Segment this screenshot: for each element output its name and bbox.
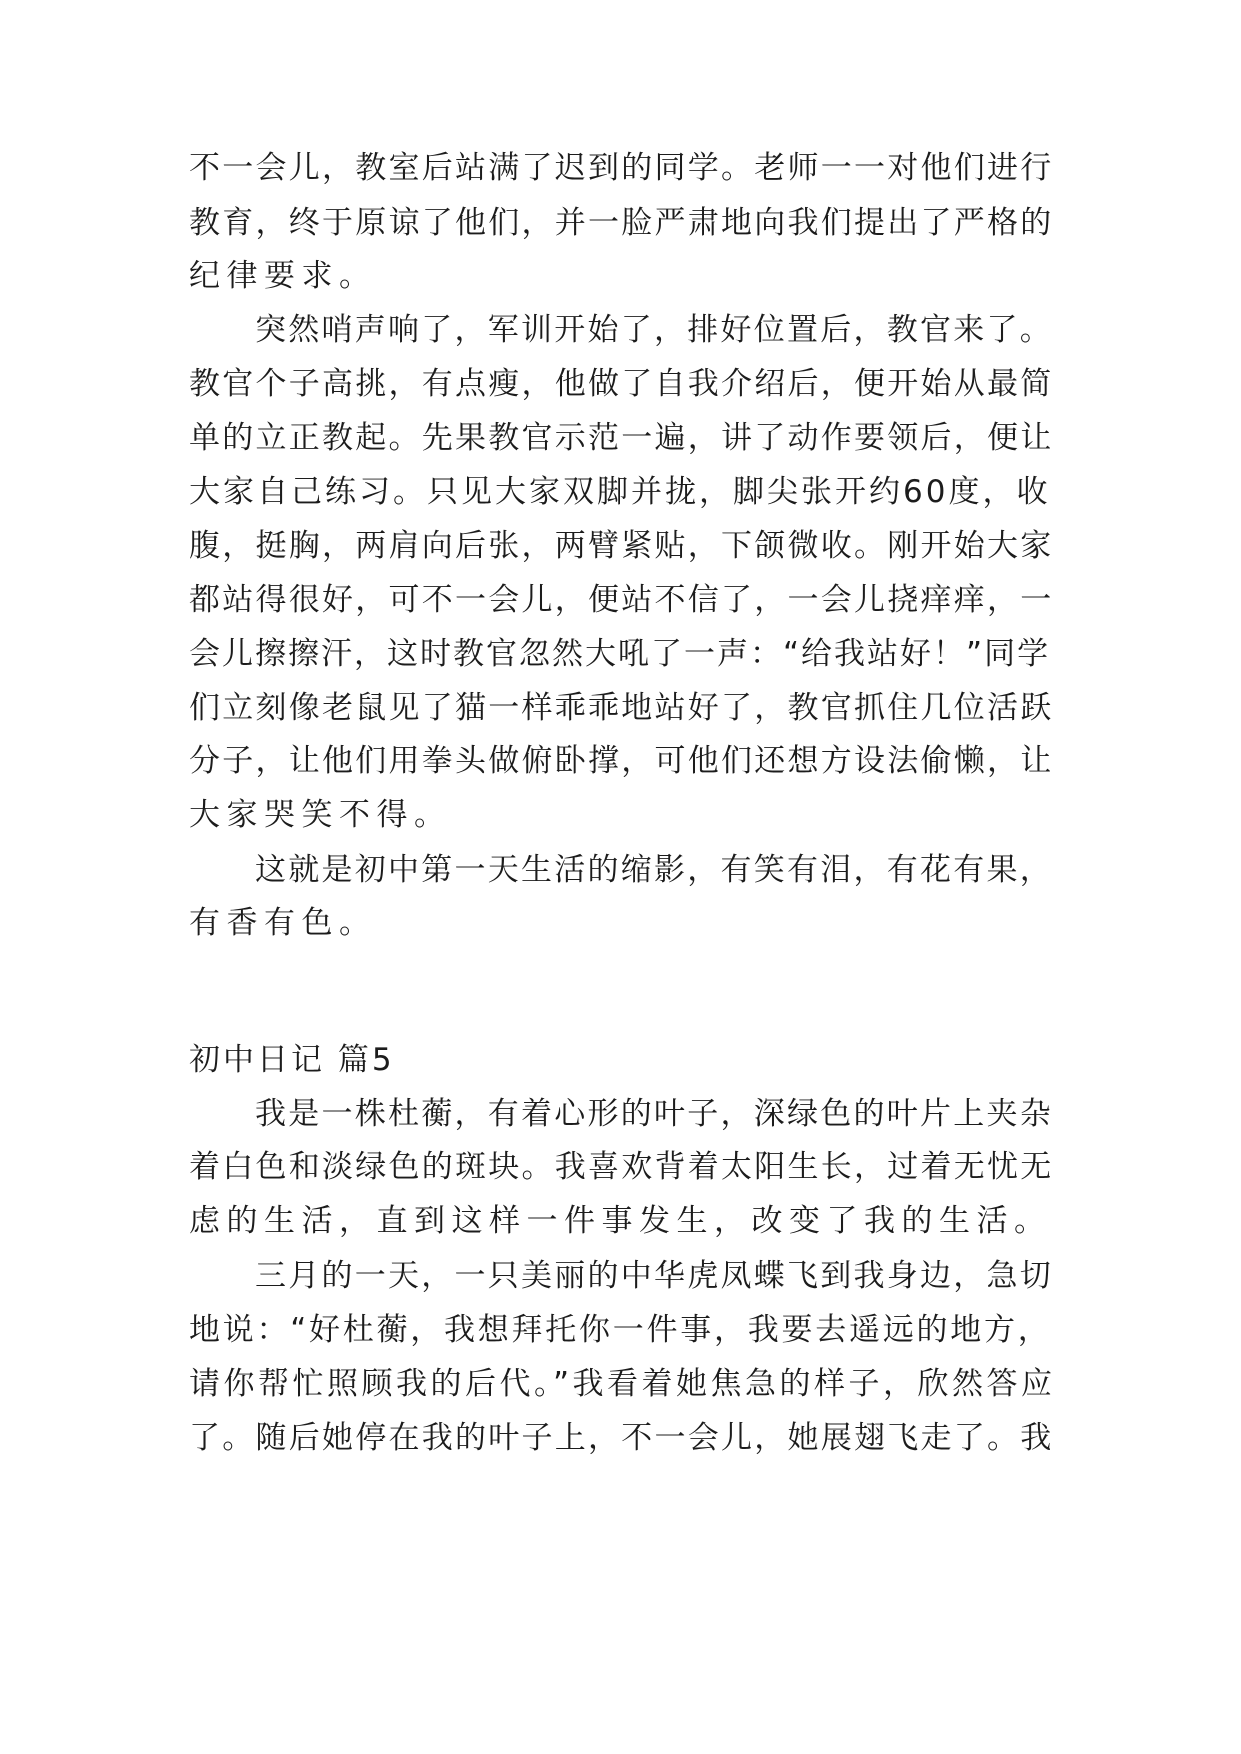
- text-line: 腹，挺胸，两肩向后张，两臂紧贴，下颌微收。刚开始大家: [189, 528, 1054, 564]
- text-line: 了。随后她停在我的叶子上，不一会儿，她展翅飞走了。我: [189, 1420, 1054, 1456]
- text-line: 有香有色。: [189, 905, 377, 941]
- text-line: 教官个子高挑，有点瘦，他做了自我介绍后，便开始从最简: [189, 366, 1054, 402]
- text-line: 分子，让他们用拳头做俯卧撑，可他们还想方设法偷懒，让: [189, 743, 1054, 779]
- text-line: 地说：“好杜蘅，我想拜托你一件事，我要去遥远的地方，: [189, 1312, 1052, 1348]
- paragraph-first-line: 突然哨声响了，军训开始了，排好位置后，教官来了。: [255, 312, 1053, 348]
- text-line: 虑的生活，直到这样一件事发生，改变了我的生活。: [189, 1203, 1052, 1239]
- paragraph-first-line: 三月的一天，一只美丽的中华虎凤蝶飞到我身边，急切: [255, 1258, 1053, 1294]
- paragraph-first-line: 这就是初中第一天生活的缩影，有笑有泪，有花有果，: [255, 852, 1053, 888]
- text-line: 不一会儿，教室后站满了迟到的同学。老师一一对他们进行: [189, 150, 1054, 186]
- text-line: 会儿擦擦汗，这时教官忽然大吼了一声：“给我站好！”同学: [189, 636, 1051, 672]
- text-line: 们立刻像老鼠见了猫一样乖乖地站好了，教官抓住几位活跃: [189, 690, 1054, 726]
- text-line: 都站得很好，可不一会儿，便站不信了，一会儿挠痒痒，一: [189, 582, 1054, 618]
- text-line: 大家哭笑不得。: [189, 797, 452, 833]
- paragraph-first-line: 我是一株杜蘅，有着心形的叶子，深绿色的叶片上夹杂: [255, 1096, 1053, 1132]
- section-heading: 初中日记 篇5: [189, 1042, 395, 1078]
- text-line: 着白色和淡绿色的斑块。我喜欢背着太阳生长，过着无忧无: [189, 1149, 1054, 1185]
- text-line: 纪律要求。: [189, 258, 377, 294]
- text-line: 教育，终于原谅了他们，并一脸严肃地向我们提出了严格的: [189, 205, 1054, 241]
- text-line: 请你帮忙照顾我的后代。”我看着她焦急的样子，欣然答应: [189, 1366, 1056, 1402]
- text-line: 大家自己练习。只见大家双脚并拢，脚尖张开约60度，收: [189, 474, 1051, 510]
- text-line: 单的立正教起。先果教官示范一遍，讲了动作要领后，便让: [189, 420, 1054, 456]
